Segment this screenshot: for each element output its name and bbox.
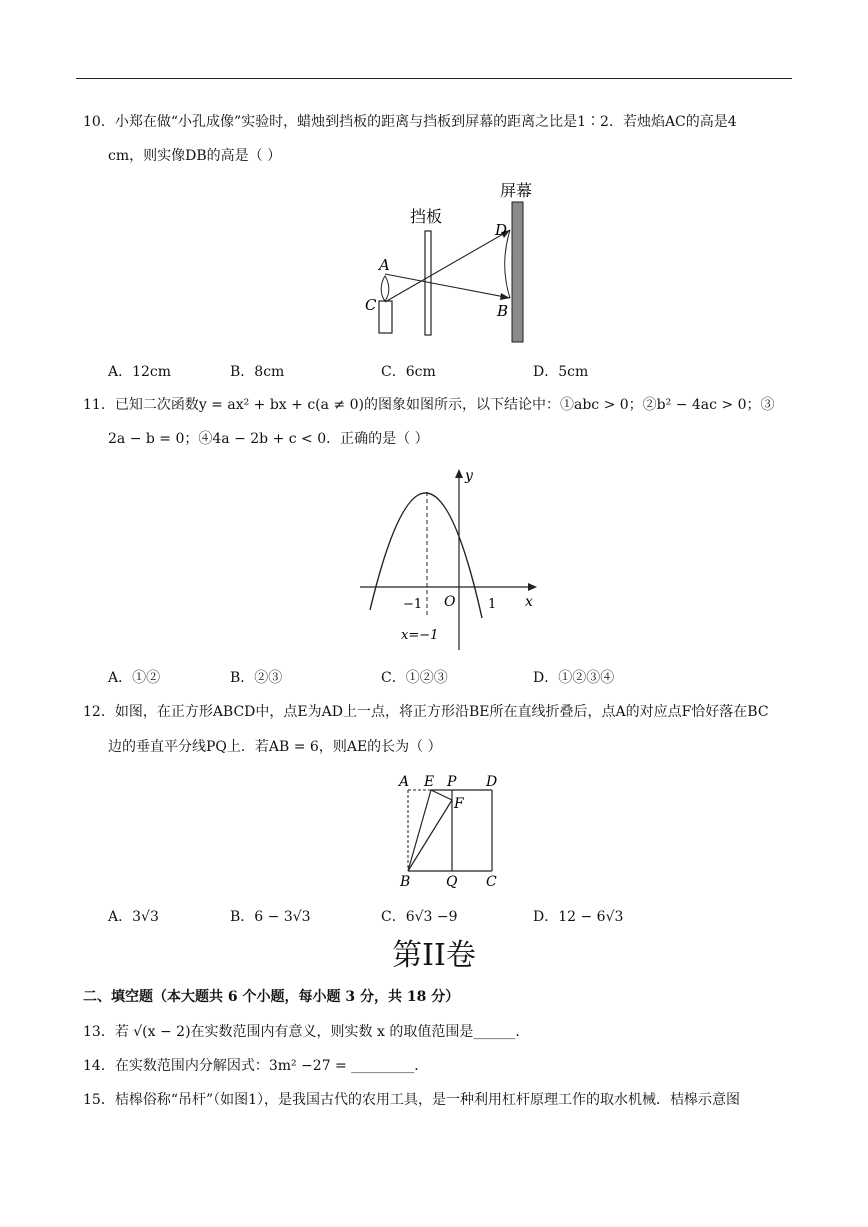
q12-label-C: C [486, 874, 497, 890]
q11-option-c: C．①②③ [381, 670, 448, 686]
q10-label-C: C [365, 296, 377, 314]
q14-text: 14．在实数范围内分解因式：3m² −27 = _________． [83, 1058, 429, 1074]
q12-label-P: P [447, 774, 457, 790]
q12-option-d: D．12 − 6√3 [533, 909, 624, 925]
q12-text-line2: 边的垂直平分线PQ上．若AB = 6，则AE的长为（ ） [108, 739, 442, 755]
q11-option-a: A．①② [108, 670, 161, 686]
q10-label-B: B [497, 302, 509, 320]
q13-text: 13．若 √(x − 2)在实数范围内有意义，则实数 x 的取值范围是______． [83, 1024, 530, 1040]
q12-option-a: A．3√3 [108, 909, 159, 925]
q12-line-BE [408, 790, 431, 871]
q11-text-line2: 2a − b = 0；④4a − 2b + c < 0．正确的是（ ） [108, 431, 429, 447]
q12-option-b: B．6 − 3√3 [230, 909, 311, 925]
q11-option-d: D．①②③④ [533, 670, 615, 686]
q12-label-E: E [424, 774, 435, 790]
q10-option-b: B．8cm [230, 364, 285, 380]
q12-line-BF [408, 800, 452, 871]
q10-screen [512, 202, 523, 342]
q12-label-B: B [400, 874, 411, 890]
q11-parabola [370, 493, 482, 618]
q12-label-Q: Q [446, 874, 458, 890]
q12-label-D: D [486, 774, 498, 790]
q10-text-line2: cm，则实像DB的高是（ ） [108, 148, 282, 164]
q10-option-c: C．6cm [381, 364, 436, 380]
q10-candle [379, 301, 392, 333]
q10-text-line1: 10．小郑在做“小孔成像”实验时，蜡烛到挡板的距离与挡板到屏幕的距离之比是1∶2．若烛焰AC的高是4 [83, 114, 737, 130]
q11-label-1: 1 [488, 597, 497, 612]
q10-label-screen: 屏幕 [500, 181, 533, 200]
q10-label-D: D [495, 221, 508, 239]
q10-option-d: D．5cm [533, 364, 589, 380]
q11-label-origin: O [444, 594, 456, 610]
q12-text-line1: 12．如图，在正方形ABCD中，点E为AD上一点，将正方形沿BE所在直线折叠后，点A的对应点F恰好落在BC [83, 704, 769, 720]
q10-option-a: A．12cm [108, 364, 172, 380]
q10-label-board: 挡板 [410, 207, 443, 226]
q11-label-axis: x=−1 [401, 628, 439, 643]
q12-label-F: F [454, 796, 464, 812]
q10-label-A: A [379, 256, 390, 274]
q11-label-neg1: −1 [403, 597, 423, 612]
header-rule [76, 78, 792, 79]
q10-flame [381, 276, 389, 301]
q12-option-c: C．6√3 −9 [381, 909, 458, 925]
q11-label-x: x [525, 594, 533, 610]
q11-figure [355, 462, 545, 654]
q15-text: 15．桔槔俗称“吊杆”（如图1），是我国古代的农用工具，是一种利用杠杆原理工作的取水机械．桔槔示意图 [83, 1092, 741, 1108]
q11-option-b: B．②③ [230, 670, 283, 686]
q12-label-A: A [399, 774, 410, 790]
q11-label-y: y [465, 468, 473, 484]
q12-figure [392, 770, 512, 892]
section2-heading: 二、填空题（本大题共 6 个小题，每小题 3 分，共 18 分） [83, 989, 460, 1005]
section-title: 第II卷 [392, 938, 476, 973]
q12-line-EF [431, 790, 452, 800]
q11-text-line1: 11．已知二次函数y = ax² + bx + c(a ≠ 0)的图象如图所示，以下结论中：①abc > 0；②b² − 4ac > 0；③ [83, 397, 775, 413]
q10-figure [355, 178, 545, 348]
